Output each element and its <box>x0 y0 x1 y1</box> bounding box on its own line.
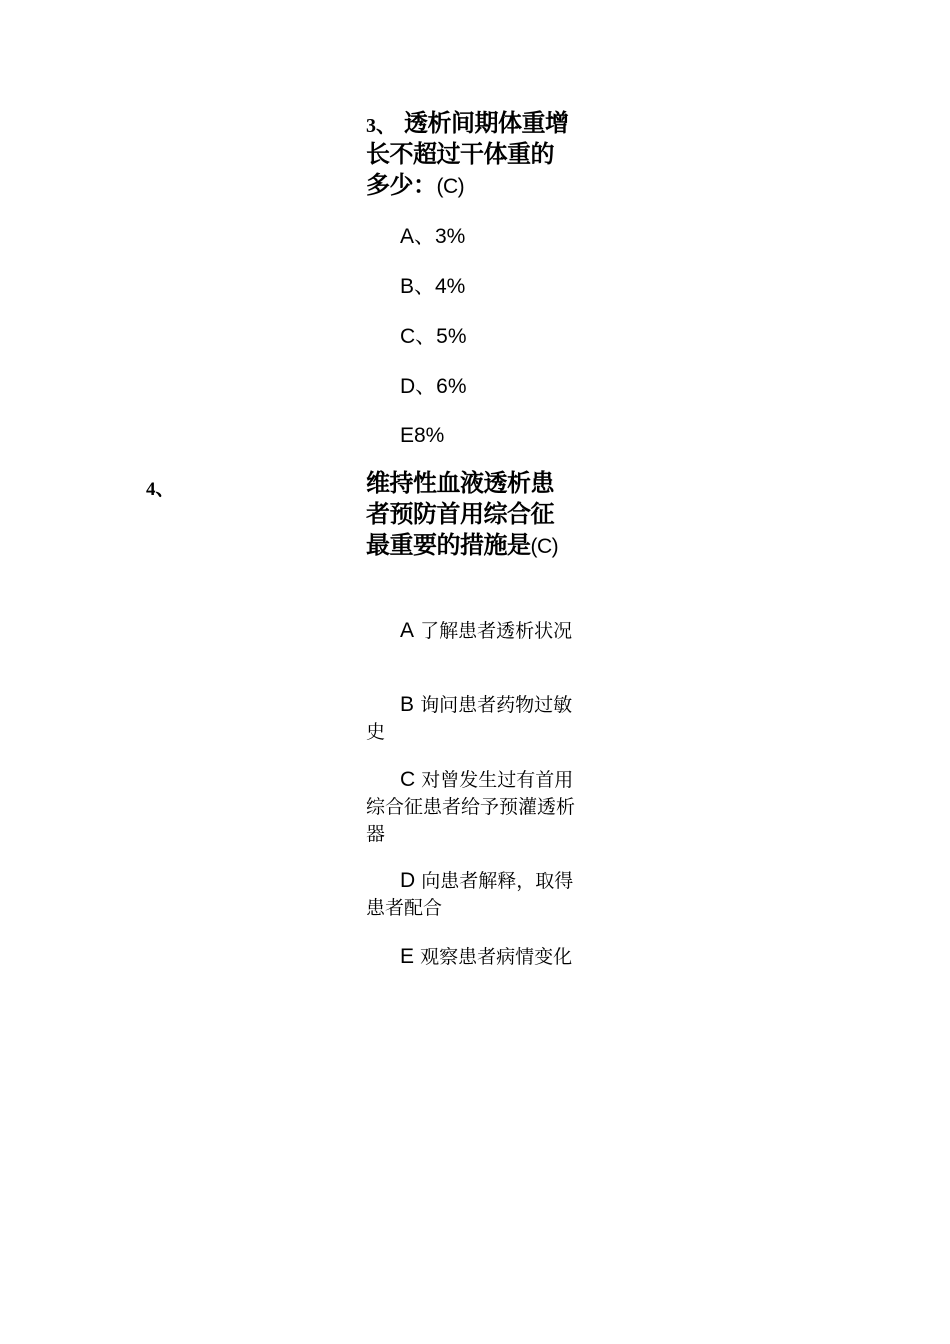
question-3-text <box>366 108 576 202</box>
question-4-option-e <box>366 943 580 971</box>
question-3-answer: (C) <box>436 175 465 198</box>
question-3-option-c: C、5% <box>400 325 467 348</box>
question-4-option-d <box>366 867 580 922</box>
option-letter: C <box>400 768 416 791</box>
option-letter: D <box>400 869 416 892</box>
question-3-number: 3、 <box>366 115 396 137</box>
question-4-option-b <box>366 691 580 746</box>
question-3-stem: 透析间期体重增长不超过干体重的多少： <box>366 109 569 199</box>
question-4-option-a <box>366 617 580 645</box>
option-letter: B <box>400 693 415 716</box>
option-text: 对曾发生过有首用综合征患者给予预灌透析器 <box>366 769 576 845</box>
option-letter: E <box>400 945 415 968</box>
question-3-option-a: A、3% <box>400 225 466 248</box>
option-text: 了解患者透析状况 <box>420 620 573 642</box>
option-text: 观察患者病情变化 <box>420 946 573 968</box>
question-4-answer: (C) <box>530 535 559 558</box>
question-3-option-d: D、6% <box>400 375 467 398</box>
question-4-option-c <box>366 766 580 848</box>
question-4-text <box>366 468 576 562</box>
question-3-option-e: E8% <box>400 424 445 447</box>
question-3-option-b: B、4% <box>400 275 466 298</box>
option-letter: A <box>400 619 415 642</box>
option-text: 询问患者药物过敏史 <box>366 694 573 743</box>
option-text: 向患者解释，取得患者配合 <box>366 870 574 919</box>
question-4-stem: 维持性血液透析患者预防首用综合征最重要的措施是 <box>366 469 554 559</box>
question-4-number: 4、 <box>146 479 175 500</box>
